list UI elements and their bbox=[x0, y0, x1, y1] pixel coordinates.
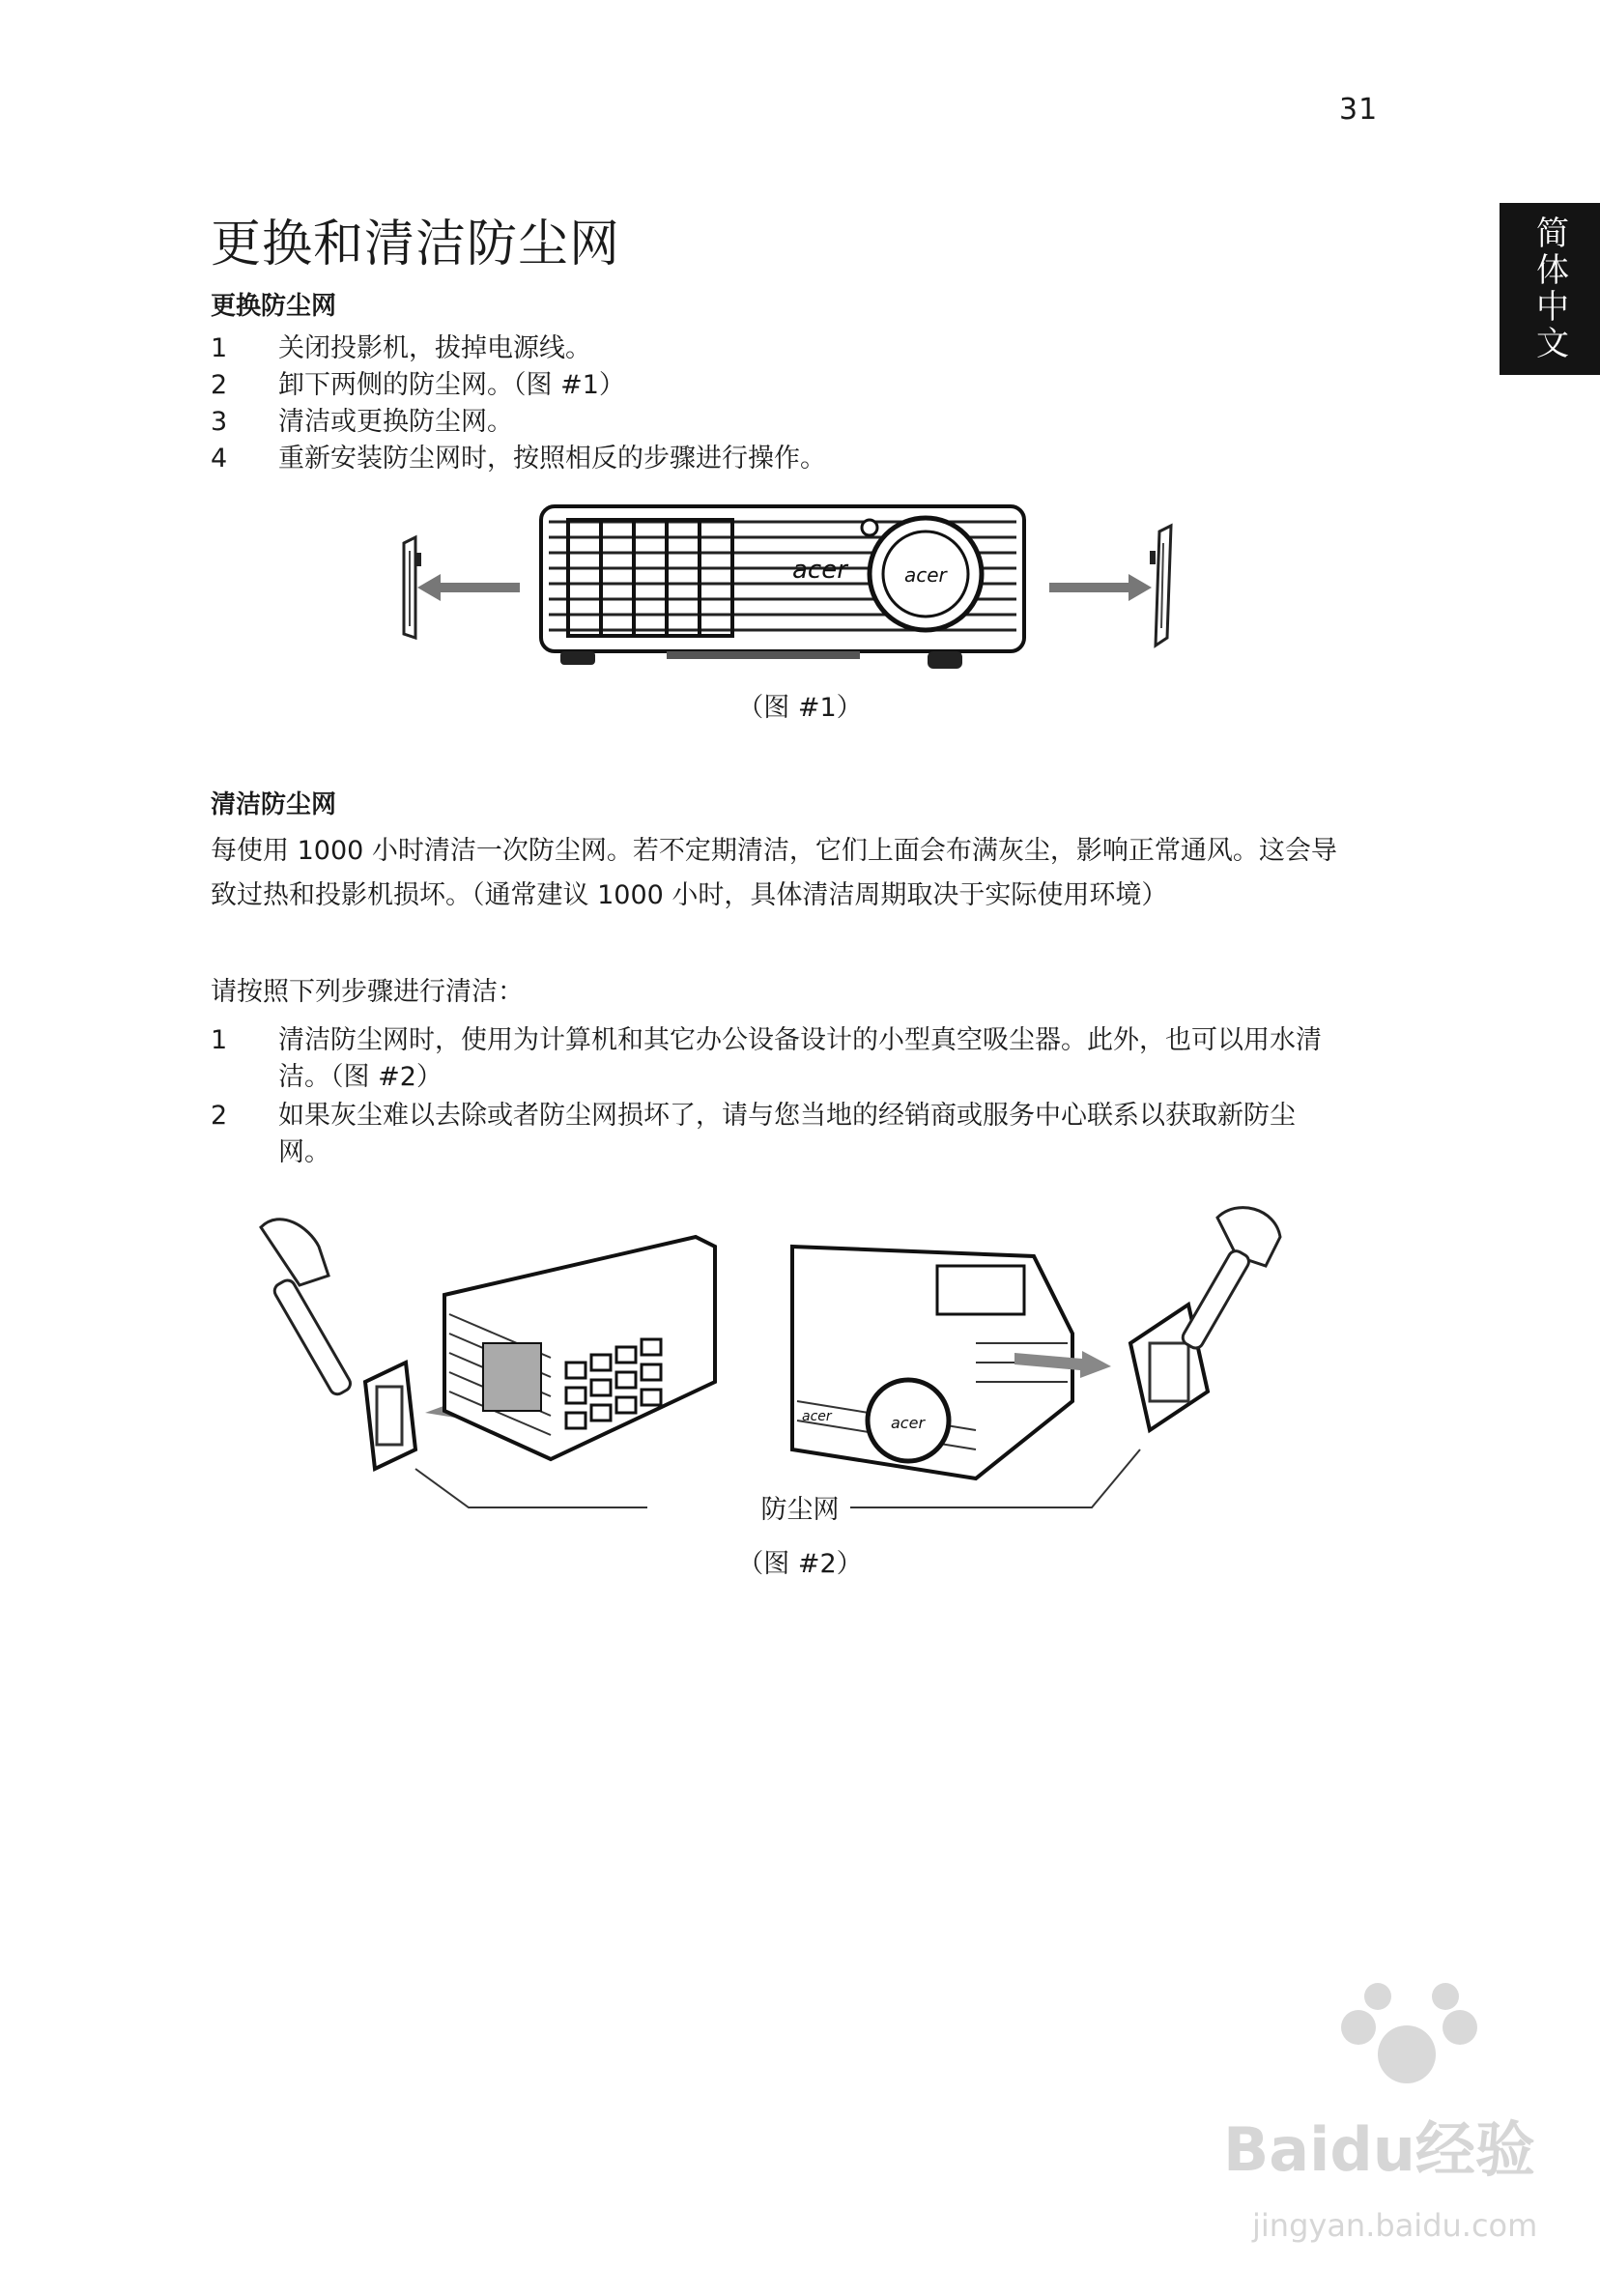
cleaning-intro: 请按照下列步骤进行清洁： bbox=[211, 977, 524, 1007]
section-heading-replace: 更换防尘网 bbox=[211, 292, 337, 321]
watermark-brand: Baidu经验 bbox=[1223, 2114, 1535, 2185]
step-number: 2 bbox=[211, 1101, 228, 1131]
language-tab bbox=[1500, 203, 1600, 375]
list-item bbox=[211, 330, 1331, 367]
cleaning-paragraph: 每使用 1000 小时清洁一次防尘网。若不定期清洁，它们上面会布满灰尘，影响正常通风。这会导致过热和投影机损坏。（通常建议 1000 小时，具体清洁周期取决于实际使用环境） bbox=[211, 836, 1337, 910]
left-dust-filter-icon bbox=[365, 1363, 415, 1469]
section-heading-clean: 清洁防尘网 bbox=[211, 790, 337, 819]
figure-1-caption: （图 #1） bbox=[737, 693, 863, 723]
figure-2-cleaning-illustration bbox=[242, 1189, 1353, 1527]
step-text: 清洁或更换防尘网。 bbox=[278, 407, 513, 437]
watermark-url: jingyan.baidu.com bbox=[1252, 2207, 1538, 2244]
step-text: 卸下两侧的防尘网。（图 #1） bbox=[278, 370, 625, 400]
baidu-jingyan-watermark bbox=[1214, 1977, 1561, 2267]
left-hand-vacuum-icon bbox=[261, 1220, 353, 1397]
step-number: 3 bbox=[211, 407, 228, 437]
svg-text:acer: acer bbox=[891, 1414, 926, 1432]
step-text: 关闭投影机，拔掉电源线。 bbox=[278, 333, 591, 363]
projector-body bbox=[541, 506, 1024, 669]
right-dust-filter-icon bbox=[1150, 526, 1171, 646]
language-tab-label: 简体中文 bbox=[1529, 215, 1569, 362]
list-item bbox=[211, 404, 1331, 441]
right-hand-vacuum-icon bbox=[1180, 1208, 1280, 1351]
right-arrow-icon bbox=[1049, 574, 1152, 601]
step-text: 清洁防尘网时，使用为计算机和其它办公设备设计的小型真空吸尘器。此外，也可以用水清洁。（图 #2） bbox=[278, 1025, 1322, 1092]
list-item bbox=[211, 1098, 1331, 1171]
step-number: 1 bbox=[211, 333, 228, 363]
step-number: 4 bbox=[211, 444, 228, 474]
left-projector-view bbox=[444, 1237, 715, 1459]
step-number: 2 bbox=[211, 370, 228, 400]
step-number: 1 bbox=[211, 1025, 228, 1055]
svg-text:acer: acer bbox=[904, 563, 947, 587]
svg-text:acer: acer bbox=[792, 556, 847, 585]
figure-1-projector-filters bbox=[386, 493, 1208, 686]
page-number: 31 bbox=[1339, 93, 1379, 127]
paw-logo-icon bbox=[1341, 1983, 1477, 2083]
list-item bbox=[211, 1022, 1331, 1096]
figure-2-caption: （图 #2） bbox=[737, 1549, 863, 1579]
figure-2-label: 防尘网 bbox=[760, 1495, 840, 1525]
svg-text:acer: acer bbox=[802, 1409, 832, 1424]
left-arrow-icon bbox=[417, 574, 520, 601]
step-text: 重新安装防尘网时，按照相反的步骤进行操作。 bbox=[278, 444, 826, 474]
step-text: 如果灰尘难以去除或者防尘网损坏了，请与您当地的经销商或服务中心联系以获取新防尘网。 bbox=[278, 1101, 1296, 1167]
list-item bbox=[211, 367, 1331, 404]
page-title: 更换和清洁防尘网 bbox=[211, 215, 621, 273]
list-item bbox=[211, 441, 1331, 477]
